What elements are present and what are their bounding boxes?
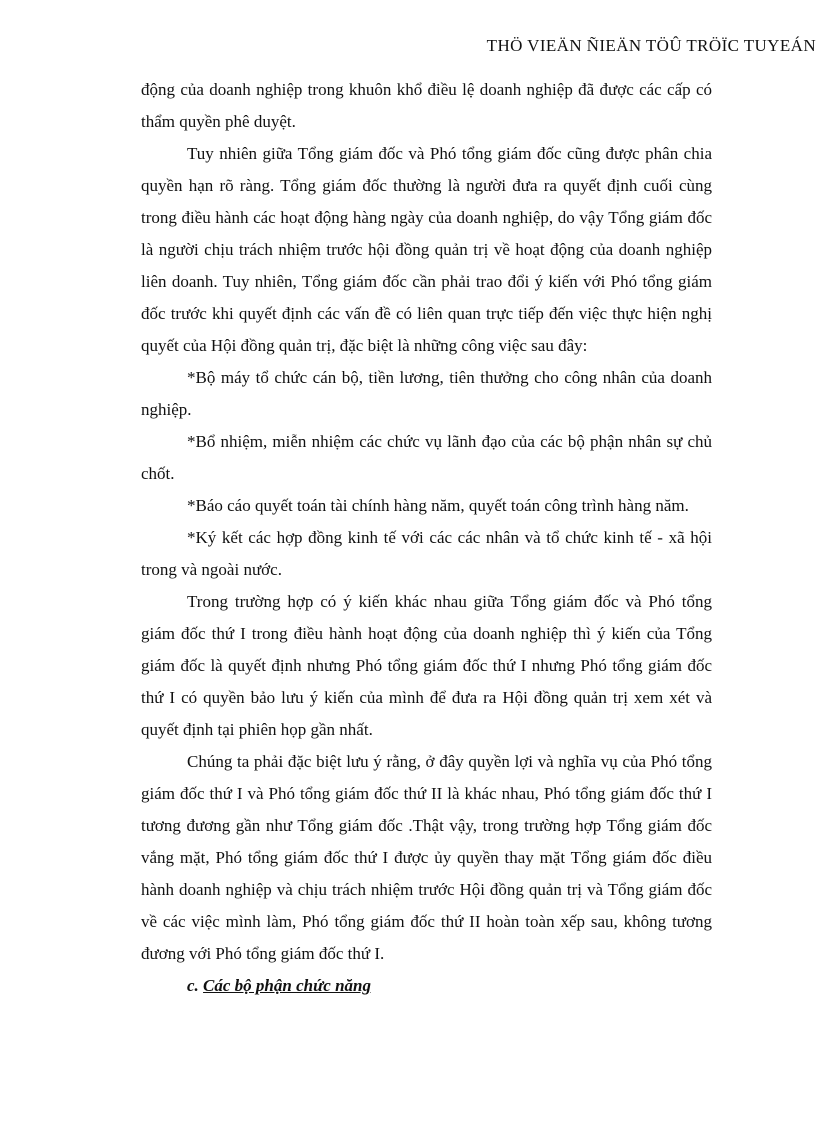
header-title: THÖ VIEÄN ÑIEÄN TÖÛ TRÖÏC TUYEÁN (486, 36, 816, 55)
paragraph-disagreement: Trong trường hợp có ý kiến khác nhau giữa Tổng giám đốc và Phó tổng giám đốc thứ I trong điều hành hoạt động của doanh nghiệp thì ý kiến của Tổng giám đốc là quyết định nhưng Phó tổng giám đốc thứ I nhưng Phó tổng giám đốc thứ I có quyền bảo lưu ý kiến của mình để đưa ra Hội đồng quản trị xem xét và quyết định tại phiên họp gần nhất. (141, 592, 712, 739)
section-marker: c. (187, 976, 199, 995)
bullet-appointment: *Bổ nhiệm, miễn nhiệm các chức vụ lãnh đạo của các bộ phận nhân sự chủ chốt. (141, 432, 712, 483)
section-heading (141, 970, 712, 1002)
paragraph-continuation: động của doanh nghiệp trong khuôn khổ điều lệ doanh nghiệp đã được các cấp có thẩm quyền phê duyệt. (141, 80, 712, 131)
paragraph-deputy-rights: Chúng ta phải đặc biệt lưu ý rằng, ở đây quyền lợi và nghĩa vụ của Phó tổng giám đốc thứ I và Phó tổng giám đốc thứ II là khác nhau, Phó tổng giám đốc thứ I tương đương gần như Tổng giám đốc .Thật vậy, trong trường hợp Tổng giám đốc vắng mặt, Phó tổng giám đốc thứ I được ủy quyền thay mặt Tổng giám đốc điều hành doanh nghiệp và chịu trách nhiệm trước Hội đồng quản trị và Tổng giám đốc về các việc mình làm, Phó tổng giám đốc thứ II hoàn toàn xếp sau, không tương đương với Phó tổng giám đốc thứ I. (141, 752, 712, 963)
bullet-finance-report: *Báo cáo quyết toán tài chính hàng năm, quyết toán công trình hàng năm. (187, 496, 689, 515)
paragraph-authority: Tuy nhiên giữa Tổng giám đốc và Phó tổng giám đốc cũng được phân chia quyền hạn rõ ràng. Tổng giám đốc thường là người đưa ra quyết định cuối cùng trong điều hành các hoạt động hàng ngày của doanh nghiệp, do vậy Tổng giám đốc là người chịu trách nhiệm trước hội đồng quản trị về hoạt động của doanh nghiệp liên doanh. Tuy nhiên, Tổng giám đốc cần phải trao đổi ý kiến với Phó tổng giám đốc trước khi quyết định các vấn đề có liên quan trực tiếp đến việc thực hiện nghị quyết của Hội đồng quản trị, đặc biệt là những công việc sau đây: (141, 144, 712, 355)
page-header (356, 36, 816, 56)
bullet-contracts: *Ký kết các hợp đồng kinh tế với các các nhân và tổ chức kinh tế - xã hội trong và ngoài nước. (141, 528, 712, 579)
section-label: Các bộ phận chức năng (203, 976, 371, 995)
document-body (141, 74, 712, 1002)
bullet-organization: *Bộ máy tổ chức cán bộ, tiền lương, tiên thưởng cho công nhân của doanh nghiệp. (141, 368, 712, 419)
